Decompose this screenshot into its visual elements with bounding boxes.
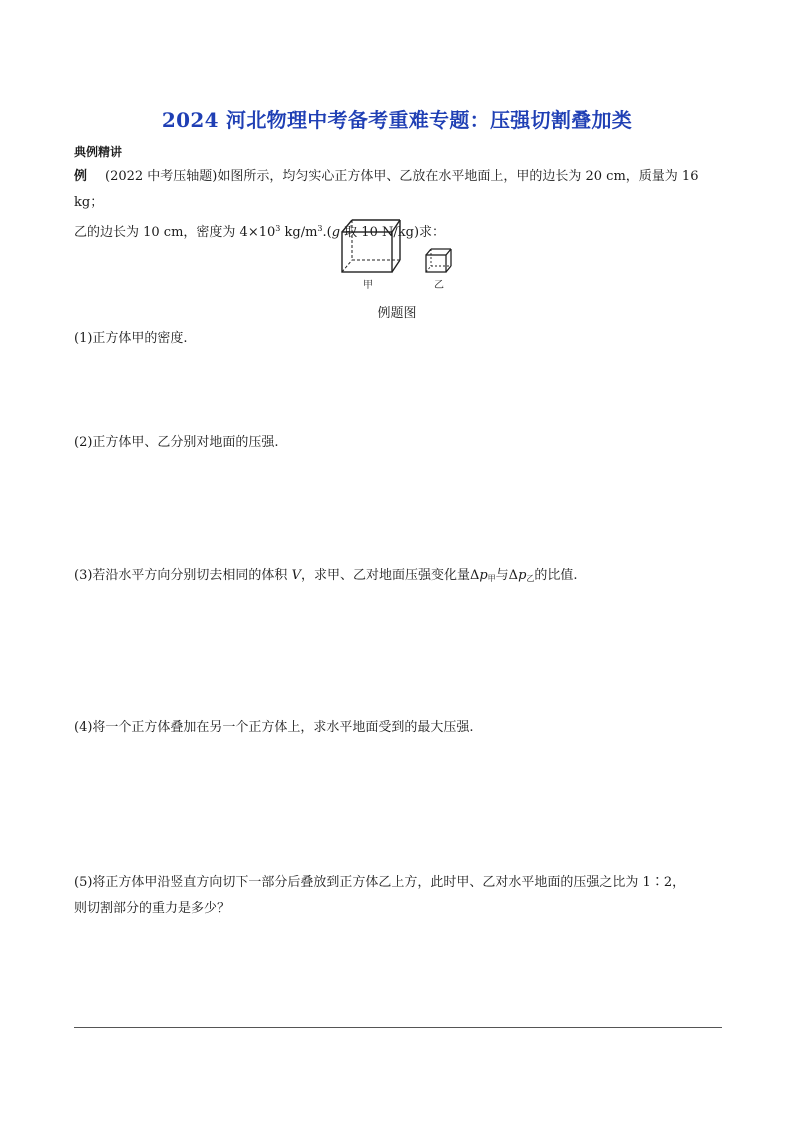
figure-caption: 例题图 <box>377 306 417 321</box>
page-title: 2024 河北物理中考备考重难专题：压强切割叠加类 <box>161 108 633 132</box>
subscript-jia: 甲 <box>487 574 496 583</box>
exponent: 3 <box>275 224 281 233</box>
exponent: 3 <box>317 224 323 233</box>
question-1: (1)正方体甲的密度. <box>74 331 188 346</box>
question-5 <box>74 870 734 922</box>
question-3-c: 与Δ <box>495 568 519 583</box>
question-5-line1: (5)将正方体甲沿竖直方向切下一部分后叠放到正方体乙上方，此时甲、乙对水平地面的压强之比为 1∶2， <box>74 875 686 890</box>
subscript-yi: 乙 <box>526 574 535 583</box>
example-line2-a: 乙的边长为 10 cm，密度为 4×10 <box>74 225 276 240</box>
question-3-d: 的比值. <box>534 568 578 583</box>
label-yi: 乙 <box>434 280 444 291</box>
gravity-symbol: g <box>331 225 341 240</box>
cubes-figure <box>330 214 470 294</box>
question-3 <box>74 563 734 592</box>
question-5-line2: 则切割部分的重力是多少？ <box>74 901 231 916</box>
question-4: (4)将一个正方体叠加在另一个正方体上，求水平地面受到的最大压强. <box>74 720 474 735</box>
example-label: 例 <box>74 169 88 184</box>
section-heading: 典例精讲 <box>74 145 123 159</box>
volume-symbol: V <box>291 568 301 583</box>
question-2: (2)正方体甲、乙分别对地面的压强. <box>74 435 279 450</box>
example-line1: (2022 中考压轴题)如图所示，均匀实心正方体甲、乙放在水平地面上，甲的边长为 20 cm，质量为 16 kg； <box>74 169 699 210</box>
cube-jia <box>342 220 400 272</box>
example-line2-c: .( <box>322 225 332 240</box>
footer-divider <box>74 1027 722 1028</box>
example-line2-b: kg/m <box>280 225 318 240</box>
cube-yi <box>426 249 451 272</box>
question-3-b: ，求甲、乙对地面压强变化量Δ <box>300 568 480 583</box>
pressure-symbol: p <box>518 568 527 583</box>
pressure-symbol: p <box>479 568 488 583</box>
question-3-a: (3)若沿水平方向分别切去相同的体积 <box>74 568 292 583</box>
example-line2-d: 取 10 N/kg)求： <box>340 225 446 240</box>
label-jia: 甲 <box>363 280 373 291</box>
